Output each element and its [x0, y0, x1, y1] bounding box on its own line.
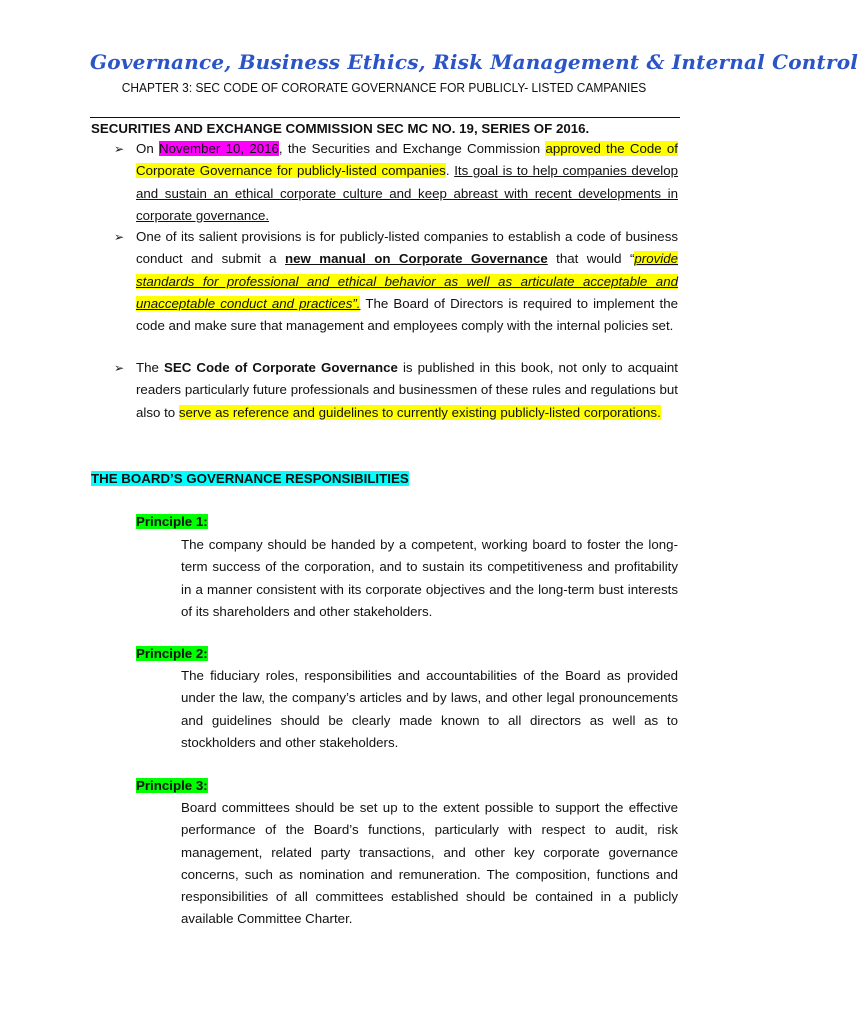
highlighted-date: November 10, 2016 [159, 141, 279, 156]
bold-text: SEC Code of Corporate Governance [164, 360, 398, 375]
principle-3-label [136, 775, 208, 797]
section-heading: SECURITIES AND EXCHANGE COMMISSION SEC MC NO. 19, SERIES OF 2016. [91, 121, 590, 136]
highlighted-heading: THE BOARD’S GOVERNANCE RESPONSIBILITIES [91, 471, 409, 486]
bullet-item-2 [114, 226, 678, 337]
highlighted-quote: provide standards for professional and ethical behavior as well as articulate acceptable and unacceptable conduct and practices”. [136, 251, 679, 311]
text-run: . [445, 163, 455, 179]
principle-3-text: Board committees should be set up to the extent possible to support the effective performance of the Board’s functions, particularly with respect to audit, risk management, related party transactions, and other key corporate governance concerns, such as nomination and remuneration. The composition, functions and responsibilities of all committees established should be contained in a publicly available Committee Charter. [181, 800, 678, 927]
text-run: , the Securities and Exchange Commission [278, 141, 546, 156]
bullet-item-3 [114, 357, 678, 424]
text-run: On [136, 141, 159, 156]
bullet-text [136, 357, 678, 424]
principle-1-text: The company should be handed by a competent, working board to foster the long-term success of the corporation, and to sustain its competitiveness and profitability in a manner consistent with its corporate objectives and the long-term bust interests of its shareholders and other stakeholders. [181, 537, 678, 619]
text-run: One of its salient provisions is for publicly-listed companies to establish a code of business conduct and submit a [136, 229, 678, 267]
text-run: that would “ [547, 251, 635, 267]
highlighted-label: Principle 2: [136, 646, 208, 661]
underlined-text: Its goal is to help companies develop and sustain an ethical corporate culture and keep abreast with recent developments in corporate governance. [136, 163, 679, 223]
chapter-subtitle: CHAPTER 3: SEC CODE OF CORORATE GOVERNANCE FOR PUBLICLY- LISTED CAMPANIES [121, 80, 647, 95]
principle-2-label [136, 643, 208, 665]
highlighted-text: serve as reference and guidelines to currently existing publicly-listed corporations. [178, 404, 661, 420]
bullet-text [136, 138, 678, 227]
highlighted-text: approved the Code of Corporate Governance for publicly-listed companies [136, 141, 678, 179]
arrow-bullet-icon: ➢ [114, 230, 125, 244]
principle-2-text: The fiduciary roles, responsibilities and accountabilities of the Board as provided under the law, the company’s articles and by laws, and other legal pronouncements and guidelines should be clearly made known to all directors as well as to stockholders and other stakeholders. [181, 668, 678, 750]
arrow-bullet-icon: ➢ [114, 142, 125, 156]
text-run: The Board of Directors is required to implement the code and make sure that management and employees comply with the internal policies set. [136, 295, 679, 334]
bullet-text [136, 226, 678, 337]
responsibilities-heading [91, 468, 409, 490]
text-run: is published in this book, not only to acquaint readers particularly future professionals and businessmen of these rules and regulations but also to [136, 360, 678, 420]
page-title: Governance, Business Ethics, Risk Management & Internal Control [90, 50, 858, 74]
bold-underlined-text: new manual on Corporate Governance [285, 251, 548, 267]
arrow-bullet-icon: ➢ [114, 361, 125, 375]
text-run: The [136, 360, 164, 375]
bullet-item-1 [114, 138, 678, 227]
highlighted-label: Principle 3: [136, 778, 208, 793]
principle-1-label [136, 511, 208, 533]
highlighted-label: Principle 1: [136, 514, 208, 529]
